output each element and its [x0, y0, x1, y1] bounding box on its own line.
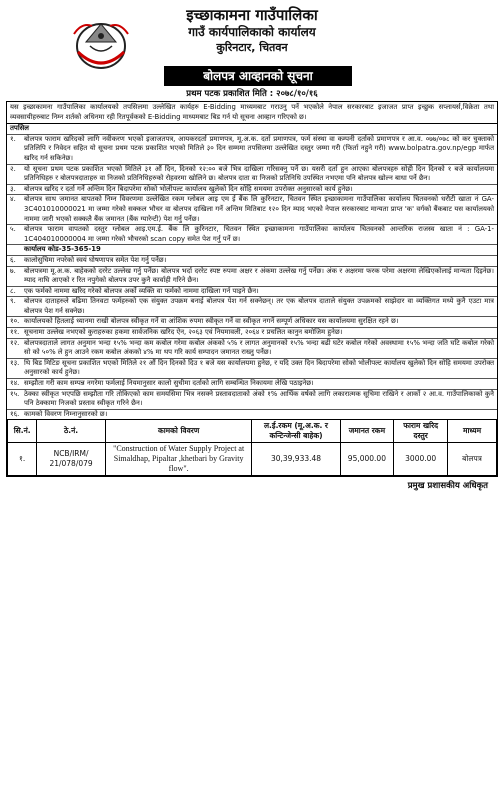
condition-item — [7, 184, 497, 195]
condition-item — [7, 327, 497, 338]
condition-text: कार्यालयको हितलाई ध्यानमा राखी बोलपत्र स्वीकृत गर्ने वा आंशिक रुपमा स्वीकृत गर्ने वा स्वीकृत नगर्ने सम्पूर्ण अधिकार यस कार्यालयमा सुरक्षित रहने छ। — [24, 317, 399, 326]
table-cell: 3000.00 — [394, 443, 448, 476]
condition-item — [7, 338, 497, 358]
condition-number: १३. — [10, 358, 20, 367]
location: कुरिनटार, चितवन — [216, 41, 288, 54]
condition-item — [7, 296, 497, 316]
condition-number: ९. — [10, 297, 16, 306]
table-header-cell: जमानत रकम — [340, 420, 394, 443]
condition-number: १४. — [10, 379, 20, 388]
table-cell: 30,39,933.48 — [252, 443, 340, 476]
condition-number: ८. — [10, 286, 16, 295]
condition-text: ठेक्का स्वीकृत भएपछि सम्झौता गरि तोकिएको काम समयसिमा भित्र नसक्ने प्रस्तावदाताको अंको १% आर्थिक वर्षको लागि लकारात्मक सूचिमा राखिने र आर्को २ आ.व. गाउँपालिकाको कुनै पनि ठेक्कामा निजको प्रस्ताव स्वीकृत गरिने छैन। — [24, 389, 494, 408]
condition-number: ४. — [10, 195, 16, 204]
intro-paragraph: यस इच्छाकामना गाउँपालिका कार्यालयको तपसिलमा उल्लेखित कार्यहरु E-Bidding माध्यमबाट गराउनु पर्ने भएकोले नेपाल सरकारबाट इजाजत प्राप्त इच्छुक सप्लायर्स,विक्रेता तथा व्यवसायीहरुबाट निम्न शर्तको अधिनमा रही रितपूर्वकको E-Bidding माध्यमबाट बिड गर्न यो सूचना आव्हान गरिएको छ। — [10, 103, 494, 121]
table-header-cell: माध्यम — [448, 420, 497, 443]
table-header-cell: फाराम खरिद दस्तुर — [394, 420, 448, 443]
condition-item — [7, 286, 497, 297]
condition-item — [7, 316, 497, 327]
publish-date: प्रथम पटक प्रकाशित मिति : २०७८/१०/१६ — [186, 89, 318, 99]
condition-text: बोलपत्र दाताहरुले बढिमा तिनवटा फर्महरुको एक संयुक्त उपक्रम बनाई बोलपत्र पेश गर्न सक्नेछन्। तर एक बोलपत्र दाताले संयुक्त उपक्रमको साझेदार वा व्यक्तिगत मध्ये कुनै एउटा मात्र बोलपत्र पेश गर्न सक्नेछ। — [24, 297, 494, 315]
table-header-cell: ल.ई.रकम (मू.अ.क. र कन्टिन्जेन्सी बाहेक) — [252, 420, 340, 443]
condition-text: सम्झौता गरी काम सम्पन्न नगरेमा फर्मलाई नियमानुसार कालो सुचीमा दर्ताको लागि सम्बन्धित निकायमा लेखि पठाइनेछ। — [24, 379, 314, 388]
condition-text: बोलपत्र खरिद र दर्ता गर्ने अन्तिम दिन बिदापरेमा सोको भोलीपल्ट कार्यालय खुलेको दिन सोहि समयमा उपरोक्त अनुसारको कार्य हुनेछ। — [24, 184, 353, 193]
condition-text: बोलपत्रमा मू.अ.क. बाहेकको दररेट उल्लेख गर्नु पर्नेछ। बोलपत्र भर्दा दररेट स्पष्ट रुपमा अक्षर र अंकमा उल्लेख गर्नु पर्नेछ। अंक र अक्षरमा फरक परेमा अक्षरमा लेखिएकोलाई मान्यता दिइनेछ। म्याद नाघि आएको र रित नपुगेको बोलपत्र उपर कुनै कार्वाही गरिने छैन। — [24, 266, 494, 285]
header — [6, 6, 498, 86]
condition-number: १. — [10, 134, 16, 143]
condition-number: ७. — [10, 266, 16, 275]
condition-number — [10, 245, 24, 255]
condition-number: १५. — [10, 389, 20, 398]
office-name: गाउँ कार्यपालिकाको कार्यालय — [188, 25, 316, 39]
table-header-row — [8, 420, 497, 443]
condition-number: ११. — [10, 328, 20, 337]
condition-item — [7, 134, 497, 164]
condition-text: एक फर्मको नाममा खरिद गरेको बोलपत्र अर्को व्यक्ति वा फर्मको नाममा दाखिला गर्न पाइने छैन। — [24, 286, 259, 295]
condition-number: २. — [10, 164, 16, 173]
condition-text: बोलपत्रदाताले लागत अनुमान भन्दा १५% भन्दा कम कबोल गरेमा कबोल अंकको ५% र लागत अनुमानको १५% भन्दा बढी घटेर कबोल गरेको अवस्थामा १५% भन्दा जति घटि कबोल गरेको सो को ५०% ले हुन आउने रकम कबोल अंकको ४% मा थप गरि कार्य सम्पादन जमानत राख्नु पर्नेछ। — [24, 338, 494, 357]
condition-text: कार्यालय कोड-35-365-19 — [24, 245, 101, 254]
signature: प्रमुख प्रशासकीय अधिकृत — [407, 481, 488, 492]
condition-text: बोलपत्र फाराम वापतको दस्तुर ग्लोबल आइ.एम.ई. बैंक लि कुरिनटार, चितवन स्थित इच्छाकामना गाउँपालिका कार्यालय चितवनको आन्तरिक राजस्व खाता नं : GA-1-1C404010000004 मा जम्मा गरेको भौचरको scan copy समेत पेश गर्नु पर्ने छ। — [24, 225, 494, 243]
conditions-list — [7, 134, 497, 420]
works-table — [7, 419, 497, 476]
condition-item — [7, 224, 497, 244]
condition-number: १२. — [10, 338, 20, 347]
table-row — [8, 443, 497, 476]
condition-text: कामको विवरण निम्नानुसारको छ। — [24, 409, 108, 418]
header-text — [6, 6, 498, 55]
table-cell: बोलपत्र — [448, 443, 497, 476]
condition-item — [7, 358, 497, 378]
condition-text: थि बिड मिटिङ सूचना प्रकाशित भएको मितिले २१ औं दिन दिनको दिउ १ बजे यस कार्यालयमा हुनेछ, र यदि उक्त दिन बिदापरेमा सोको भोलीपल्ट कार्यालय खुलेको दिन सोहि समयमा उपरोक्त अनुसारको कार्य हुनेछ। — [24, 358, 494, 377]
notice-body — [6, 101, 498, 477]
condition-item — [7, 409, 497, 420]
table-cell: 95,000.00 — [340, 443, 394, 476]
table-body — [8, 443, 497, 476]
condition-item — [7, 164, 497, 184]
condition-number: ५. — [10, 225, 16, 234]
condition-item — [7, 389, 497, 409]
org-name: इच्छाकामना गाउँपालिका — [186, 6, 318, 24]
condition-text: बोलपत्र साथ जमानत बापतको निम्न विवरणमा उल्लेखित रकम ग्लोबल आइ एम ई बैंक लि कुरिनटार, चितवन स्थित इच्छाकामना गाउँपालिका कार्यालय चितवनको धरौटी खाता नं GA-3C401010000021 मा जम्मा गरेको सक्कल भौचर वा बोलपत्र दाखिला गर्ने अन्तिम मितिबाट १२० दिन म्याद भएको नेपाल सरकारबाट मान्यता प्राप्त 'क' वर्गको बैंकबाट यस कार्यालयको नाममा जारी भएको सक्कलै बैंक जमानत (बैंक ग्यारेन्टी) पेश गर्नु पर्नेछ। — [24, 195, 494, 223]
condition-number: ३. — [10, 184, 16, 193]
notice-title-banner: बोलपत्र आव्हानको सूचना — [164, 66, 352, 86]
table-cell: १. — [8, 443, 37, 476]
condition-text: यो सूचना प्रथम पटक प्रकाशित भएको मितिले ३१ औं दिन, दिनको १२:०० बजे भित्र दाखिला गरिसक्नु पर्ने छ। यसरी दर्ता हुन आएका बोलपत्रहरु सोही दिन दिनको १ बजे कार्यालयमा प्रतिनिधिहरु र बोलपत्रदाताहरु वा निजको प्रतिनिधिहरुको रोहवरमा खोलिने छ। बोलपत्र दाता वा निजको प्रतिनिधि उपस्थित नभएमा पनि बोलपत्र खोल्न बाधा पर्ने छैन। — [24, 164, 494, 183]
condition-text: सूचनामा उल्लेख नभएको कुराहरुका हकमा सार्वजनिक खरिद ऐन, २०६३ एवं नियमावली, २०६४ र प्रचलित कानुन बमोजिम हुनेछ। — [24, 328, 343, 337]
table-header-cell: कामको विवरण — [105, 420, 252, 443]
condition-number: १६. — [10, 409, 20, 418]
table-header-cell: ठे.नं. — [37, 420, 105, 443]
table-cell: "Construction of Water Supply Project at Simaldhap, Pipaltar ,khetbari by Gravity flow". — [105, 443, 252, 476]
condition-item — [7, 244, 497, 255]
condition-text: कालोसुचिमा नपरेको स्वयं घोषणापत्र समेत पेश गर्नु पर्नेछ। — [24, 255, 167, 264]
condition-number: १०. — [10, 317, 20, 326]
conditions-heading: तपसिल — [7, 123, 497, 134]
table-cell: NCB/IRM/ 21/078/079 — [37, 443, 105, 476]
condition-item — [7, 194, 497, 224]
condition-item — [7, 255, 497, 266]
condition-number: ६. — [10, 255, 16, 264]
table-header-cell: सि.नं. — [8, 420, 37, 443]
condition-item — [7, 378, 497, 389]
condition-item — [7, 266, 497, 286]
condition-text: बोलपत्र फाराम खरिदको लागि नवीकरण भएको इजाजतपत्र, आयकरदर्ता प्रमाणपत्र, मू.अ.क. दर्ता प्रमाणपत्र, फर्म संस्था वा कम्पनी दर्ताको प्रमाणपत्र र आ.व. ०७७/०७८ को कर चुक्ताको प्रतिलिपि र निवेदन सहित यो सूचना प्रथम पटक प्रकाशित भएको मितिले ३० दिन सम्ममा तपसिलमा उल्लेखित दस्तुर जम्मा गरी (फिर्ता नहुने गरी) www.bolpatra.gov.np/egp मार्फत खरिद गर्न सकिनेछ। — [24, 134, 494, 162]
